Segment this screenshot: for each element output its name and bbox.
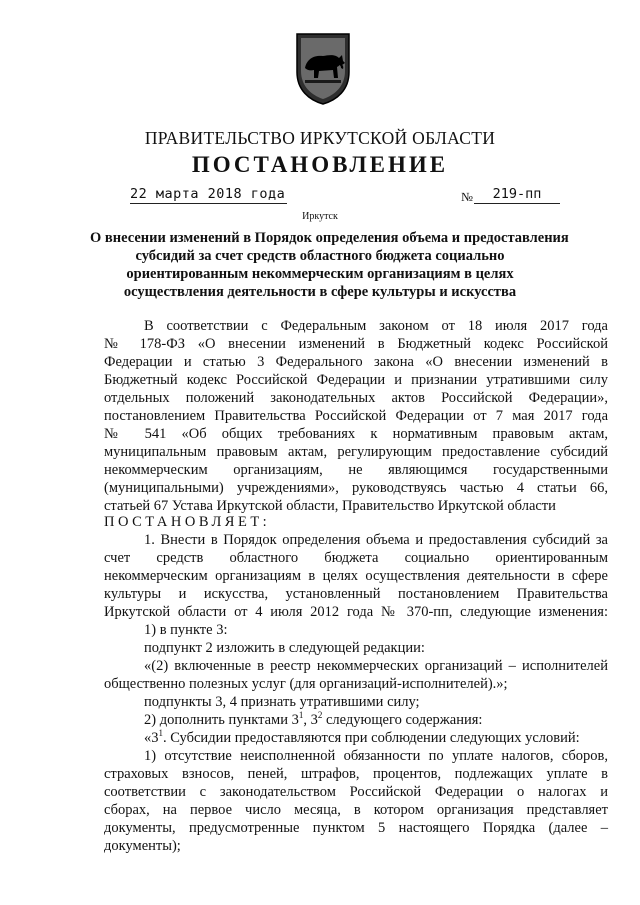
body-line: 1. Внести в Порядок определения объема и предоставления субсидий за: [144, 532, 608, 548]
text-run: , 3: [303, 712, 318, 728]
body-line: сборах, на первое число месяца, в котором организация представляет: [104, 802, 608, 818]
text-run: 2) дополнить пунктами 3: [144, 712, 299, 728]
title-line: О внесении изменений в Порядок определения объема и предоставления: [90, 230, 569, 246]
body-line: подпункты 3, 4 признать утратившими силу;: [144, 694, 420, 710]
body-line: Бюджетный кодекс Российской Федерации и признании утратившими силу: [104, 372, 608, 388]
resolve-word: ПОСТАНОВЛЯЕТ:: [104, 514, 271, 530]
body-line: счет средств областного бюджета социально ориентированным: [104, 550, 608, 566]
body-line: подпункт 2 изложить в следующей редакции:: [144, 640, 425, 656]
body-line: муниципальным правовым актам, регулирующим предоставление субсидий: [104, 444, 608, 460]
body-line: Федерации и статью 3 Федерального закона «О внесении изменений в: [104, 354, 608, 370]
number-text: 219-пп: [492, 186, 542, 202]
body-line: отдельных положений законодательных актов Российской Федерации»,: [104, 390, 608, 406]
body-line: (муниципальными) учреждениями», руководствуясь частью 4 статьи 66,: [104, 480, 608, 496]
city: Иркутск: [302, 211, 338, 222]
body-line: документы, предусмотренные пунктом 5 настоящего Порядка (далее –: [104, 820, 608, 836]
date-underline: [130, 203, 287, 204]
government-name: ПРАВИТЕЛЬСТВО ИРКУТСКОЙ ОБЛАСТИ: [144, 128, 496, 148]
document-title: [90, 229, 569, 301]
irkutsk-coat-of-arms-icon: [293, 28, 353, 106]
title-line: ориентированным некоммерческим организациям в целях: [126, 266, 514, 282]
body-line: некоммерческим организациям, не являющимся государственными: [104, 462, 608, 478]
body-line: 1) отсутствие неисполненной обязанности по уплате налогов, сборов,: [144, 748, 608, 764]
title-line: осуществления деятельности в сфере культуры и искусства: [123, 284, 517, 300]
text-run: следующего содержания:: [322, 712, 483, 728]
body-line: «(2) включенные в реестр некоммерческих организаций – исполнителей: [144, 658, 608, 674]
body-line: документы);: [104, 838, 181, 854]
document-number: [474, 186, 560, 202]
superscript: 2: [317, 710, 323, 721]
superscript: 1: [158, 728, 163, 739]
body-line: культуры и искусства, установленный постановлением Правительства: [104, 586, 608, 602]
date-text: 22 марта 2018 года: [130, 186, 286, 202]
document-date: [130, 186, 285, 202]
body-line: общественно полезных услуг (для организаций-исполнителей).»;: [104, 676, 508, 692]
body-line: статьей 67 Устава Иркутской области, Правительство Иркутской области: [104, 498, 556, 514]
number-underline: [474, 203, 560, 204]
body-line: [144, 712, 608, 729]
body-line: [144, 730, 608, 747]
text-run: «3: [144, 730, 159, 746]
body-line: некоммерческим организациям в целях осуществления деятельности в сфере: [104, 568, 608, 584]
body-line: постановлением Правительства Российской Федерации от 7 мая 2017 года: [104, 408, 608, 424]
body-line: Иркутской области от 4 июля 2012 года № 370-пп, следующие изменения:: [104, 604, 608, 620]
body-line: № 178-ФЗ «О внесении изменений в Бюджетный кодекс Российской: [104, 336, 608, 352]
document-type: ПОСТАНОВЛЕНИЕ: [191, 152, 449, 177]
body-line: № 541 «Об общих требованиях к нормативным правовым актам,: [104, 426, 608, 442]
body-line: страховых взносов, пеней, штрафов, процентов, подлежащих уплате в: [104, 766, 608, 782]
number-sign: №: [461, 190, 473, 204]
body-line: 1) в пункте 3:: [144, 622, 228, 638]
body-line: В соответствии с Федеральным законом от 18 июля 2017 года: [144, 318, 608, 334]
superscript: 1: [298, 710, 304, 721]
title-line: субсидий за счет средств областного бюджета социально: [135, 248, 505, 264]
text-run: . Субсидии предоставляются при соблюдении следующих условий:: [163, 730, 580, 746]
body-line: соответствии с законодательством Российской Федерации о налогах и: [104, 784, 608, 800]
